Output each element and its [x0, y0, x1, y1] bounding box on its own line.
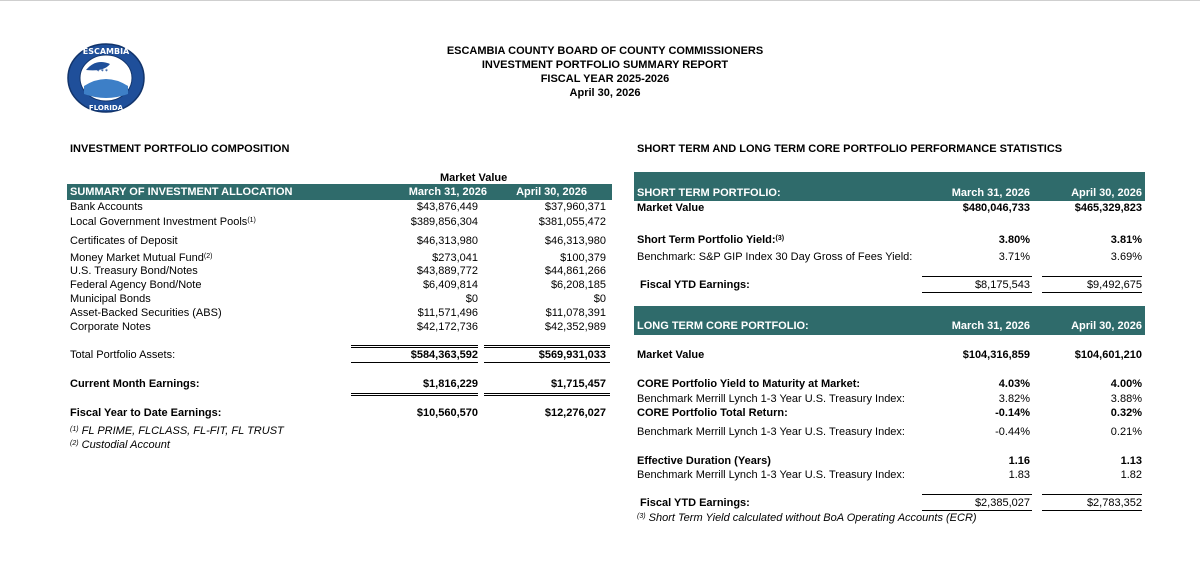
row-v1-treasury: $43,889,772: [416, 265, 478, 277]
row-label-lgip: Local Government Investment Pools$^{(1)}$: [70, 216, 256, 228]
row-v1-municipal: $0: [465, 293, 478, 305]
row-v2-lgip: $381,055,472: [538, 216, 606, 228]
lt-col-march: March 31, 2026: [951, 320, 1030, 332]
st-fytd-rule-2: [1042, 276, 1142, 277]
row-v2-bank: $37,960,371: [544, 201, 606, 213]
allocation-band-title: SUMMARY OF INVESTMENT ALLOCATION: [70, 186, 293, 198]
st-bench-label: Benchmark: S&P GIP Index 30 Day Gross of Fees Yield:: [637, 251, 913, 263]
st-yield-label: Short Term Portfolio Yield:$^{(3)}$: [637, 234, 785, 246]
allocation-header-band: [67, 184, 612, 200]
lt-ytm-v2: 4.00%: [1110, 378, 1142, 390]
lt-bench2-label: Benchmark Merrill Lynch 1-3 Year U.S. Treasury Index:: [637, 426, 905, 438]
fytd-v1: $10,560,570: [416, 407, 478, 419]
row-label-bank: Bank Accounts: [70, 201, 143, 213]
lt-fytd-v2: $2,783,352: [1086, 497, 1142, 509]
st-col-april: April 30, 2026: [1071, 187, 1142, 199]
total-rule-1: [351, 345, 478, 346]
lt-dur-v1: 1.16: [1008, 455, 1030, 467]
footnote-2: $^{(2)}$ Custodial Account: [70, 439, 170, 451]
fytd-v2: $12,276,027: [544, 407, 606, 419]
row-label-treasury: U.S. Treasury Bond/Notes: [70, 265, 198, 277]
lt-ytm-label: CORE Portfolio Yield to Maturity at Market:: [637, 378, 861, 390]
svg-text:✶✶✶: ✶✶✶: [96, 68, 109, 74]
row-label-agency: Federal Agency Bond/Note: [70, 279, 202, 291]
lt-bench3-v1: 1.83: [1008, 469, 1030, 481]
row-v1-mmf: $273,041: [432, 252, 478, 264]
total-rule-2: [484, 345, 610, 346]
row-v2-agency: $6,208,185: [550, 279, 606, 291]
short-term-band-title: SHORT TERM PORTFOLIO:: [637, 187, 781, 199]
county-seal-logo: [66, 42, 146, 114]
lt-bench2-v2: 0.21%: [1110, 426, 1142, 438]
st-col-march: March 31, 2026: [951, 187, 1030, 199]
lt-tr-v1: -0.14%: [995, 407, 1030, 419]
row-v2-corporate: $42,352,989: [544, 321, 606, 333]
row-label-abs: Asset-Backed Securities (ABS): [70, 307, 222, 319]
st-bench-v1: 3.71%: [998, 251, 1030, 263]
cme-rule-1b: [351, 395, 478, 396]
lt-mv-label: Market Value: [637, 349, 705, 361]
lt-tr-label: CORE Portfolio Total Return:: [637, 407, 788, 419]
cme-v2: $1,715,457: [550, 378, 606, 390]
st-fytd-label: Fiscal YTD Earnings:: [640, 279, 750, 291]
total-rule-2b: [484, 347, 610, 348]
lt-bench2-v1: -0.44%: [995, 426, 1030, 438]
market-value-label: Market Value: [440, 172, 508, 184]
st-yield-v1: 3.80%: [998, 234, 1030, 246]
long-term-header-band: [634, 306, 1145, 335]
lt-dur-label: Effective Duration (Years): [637, 455, 771, 467]
report-org-title: ESCAMBIA COUNTY BOARD OF COUNTY COMMISSIONERS: [446, 45, 764, 57]
col-march: March 31, 2026: [408, 186, 487, 198]
row-v1-bank: $43,876,449: [416, 201, 478, 213]
lt-mv-v2: $104,601,210: [1074, 349, 1142, 361]
st-fytd-v2: $9,492,675: [1086, 279, 1142, 291]
svg-text:FLORIDA: FLORIDA: [88, 104, 124, 112]
lt-fytd-under-1: [922, 510, 1032, 511]
fiscal-year: FISCAL YEAR 2025-2026: [540, 73, 670, 85]
left-section-title: INVESTMENT PORTFOLIO COMPOSITION: [70, 143, 290, 155]
row-v1-cd: $46,313,980: [416, 235, 478, 247]
st-fytd-under-1: [922, 292, 1032, 293]
right-section-title: SHORT TERM AND LONG TERM CORE PORTFOLIO PERFORMANCE STATISTICS: [637, 143, 1063, 155]
st-mv-v1: $480,046,733: [962, 202, 1030, 214]
lt-fytd-rule-1: [922, 494, 1032, 495]
lt-fytd-v1: $2,385,027: [974, 497, 1030, 509]
long-term-band-title: LONG TERM CORE PORTFOLIO:: [637, 320, 809, 332]
row-label-mmf: Money Market Mutual Fund$^{(2)}$: [70, 252, 213, 264]
row-v2-abs: $11,078,391: [545, 307, 606, 319]
row-v1-corporate: $42,172,736: [416, 321, 478, 333]
lt-bench3-v2: 1.82: [1120, 469, 1142, 481]
lt-fytd-label: Fiscal YTD Earnings:: [640, 497, 750, 509]
st-mv-label: Market Value: [637, 202, 705, 214]
lt-tr-v2: 0.32%: [1110, 407, 1142, 419]
cme-rule-2: [484, 393, 610, 394]
lt-ytm-v1: 4.03%: [998, 378, 1030, 390]
cme-label: Current Month Earnings:: [70, 378, 200, 390]
total-v1: $584,363,592: [410, 349, 478, 361]
short-term-header-band: [634, 172, 1145, 201]
st-fytd-v1: $8,175,543: [974, 279, 1030, 291]
lt-dur-v2: 1.13: [1120, 455, 1142, 467]
footnote-ref-2: (2): [203, 253, 213, 260]
report-title: INVESTMENT PORTFOLIO SUMMARY REPORT: [481, 59, 729, 71]
total-rule-1b: [351, 347, 478, 348]
footnote-1: $^{(1)}$ FL PRIME, FLCLASS, FL-FIT, FL TRUST: [70, 425, 284, 437]
total-under-1: [351, 362, 478, 363]
row-label-municipal: Municipal Bonds: [70, 293, 151, 305]
row-v2-mmf: $100,379: [560, 252, 606, 264]
lt-bench3-label: Benchmark Merrill Lynch 1-3 Year U.S. Treasury Index:: [637, 469, 905, 481]
lt-bench1-label: Benchmark Merrill Lynch 1-3 Year U.S. Treasury Index:: [637, 393, 905, 405]
lt-mv-v1: $104,316,859: [962, 349, 1030, 361]
lt-fytd-under-2: [1042, 510, 1142, 511]
fytd-label: Fiscal Year to Date Earnings:: [70, 407, 222, 419]
row-v2-treasury: $44,861,266: [544, 265, 606, 277]
row-label-corporate: Corporate Notes: [70, 321, 151, 333]
total-under-2: [484, 362, 610, 363]
lt-bench1-v1: 3.82%: [998, 393, 1030, 405]
row-v2-cd: $46,313,980: [544, 235, 606, 247]
st-bench-v2: 3.69%: [1110, 251, 1142, 263]
row-v2-municipal: $0: [593, 293, 606, 305]
top-border: [0, 0, 1200, 1]
st-fytd-rule-1: [922, 276, 1032, 277]
cme-v1: $1,816,229: [422, 378, 478, 390]
lt-bench1-v2: 3.88%: [1110, 393, 1142, 405]
lt-fytd-rule-2: [1042, 494, 1142, 495]
cme-rule-2b: [484, 395, 610, 396]
total-label: Total Portfolio Assets:: [70, 349, 176, 361]
st-mv-v2: $465,329,823: [1074, 202, 1142, 214]
row-v1-abs: $11,571,496: [417, 307, 478, 319]
row-label-cd: Certificates of Deposit: [70, 235, 178, 247]
st-yield-v2: 3.81%: [1110, 234, 1142, 246]
footnote-ref-1: (1): [247, 217, 256, 224]
total-v2: $569,931,033: [538, 349, 606, 361]
row-v1-agency: $6,409,814: [422, 279, 478, 291]
col-april: April 30, 2026: [516, 186, 587, 198]
footnote-3: $^{(3)}$ Short Term Yield calculated without BoA Operating Accounts (ECR): [637, 512, 977, 524]
lt-col-april: April 30, 2026: [1071, 320, 1142, 332]
svg-text:ESCAMBIA: ESCAMBIA: [82, 47, 130, 56]
st-fytd-under-2: [1042, 292, 1142, 293]
cme-rule-1: [351, 393, 478, 394]
row-v1-lgip: $389,856,304: [410, 216, 478, 228]
report-date: April 30, 2026: [569, 87, 641, 99]
